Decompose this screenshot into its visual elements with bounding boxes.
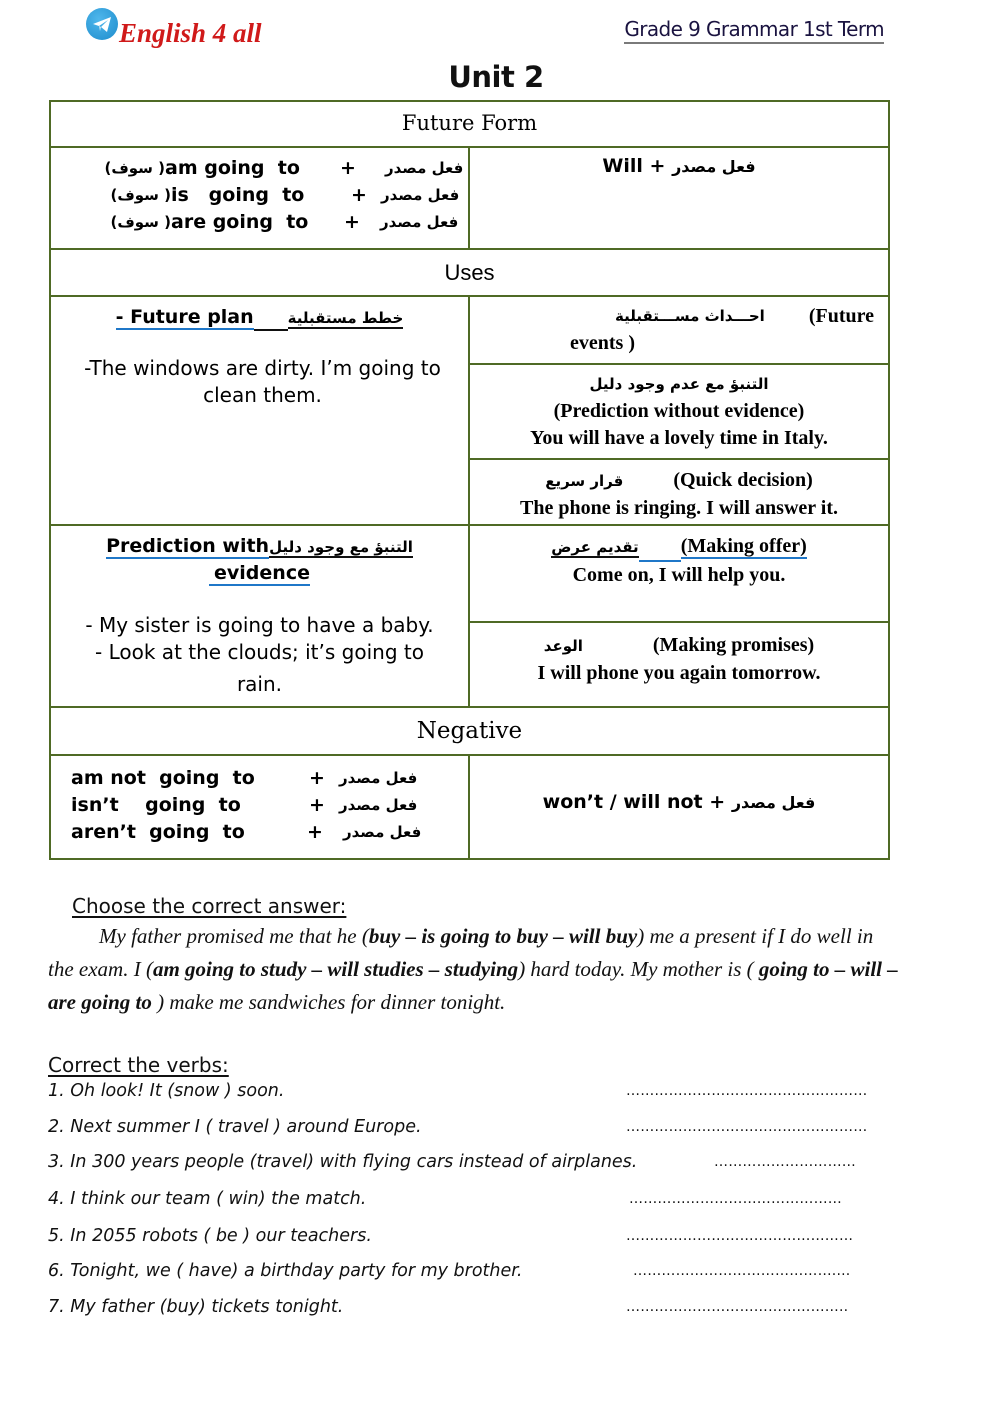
future-events-ar: احـــداث مســـتقبلية [615,307,765,325]
making-offer-ar: تقديم عرض [551,538,639,556]
question-7: 7. My father (buy) tickets tonight. [48,1297,344,1317]
will-text: Will [602,155,643,177]
choose-title: Choose the correct answer: [72,894,347,918]
uses-row-1 [51,295,888,524]
pwe-example-2: - Look at the clouds; it’s going to [95,640,424,664]
verb-base: فعل مصدر [339,768,418,787]
form-text: am not going to [71,766,255,789]
pwe-heading-2 [51,560,468,587]
question-1: 1. Oh look! It (snow ) soon. [48,1081,285,1101]
uses-right-stack-2 [470,526,888,706]
form-line-are [79,208,468,235]
question-5: 5. In 2055 robots ( be ) our teachers. [48,1226,372,1246]
plus-sign: + [340,156,356,179]
future-form-row [51,146,888,248]
pwe-example-3: rain. [236,672,283,696]
plus-sign: + [709,791,726,813]
option-group-1[interactable]: buy – is going to buy – will buy [368,924,638,948]
future-events-cell [470,297,888,363]
brand [86,8,262,48]
telegram-icon [86,8,118,40]
form-text: am going to [165,156,300,179]
pwe-label-b: evidence [209,562,310,586]
future-plan-example: -The windows are dirty. I’m going to clean them. [84,356,441,407]
text-segment: My father promised me that he ( [99,924,369,948]
quick-decision-ar: قرار سريع [545,472,624,490]
negative-will-cell [470,756,888,858]
answer-blank-7[interactable]: ……………………………………….. [626,1299,849,1315]
future-events-line-1 [470,303,874,329]
negative-row [51,754,888,858]
form-line-is [79,181,468,208]
future-events-en: (Future [808,305,874,327]
wont-text: won’t / will not [542,791,703,813]
answer-blank-6[interactable]: …………………………………….... [633,1263,851,1279]
making-promises-example: I will phone you again tomorrow. [537,662,821,684]
text-segment: ) hard today. My mother is ( [518,957,759,981]
future-plan-ar: خطط مستقبلية [287,309,404,327]
uses-heading: Uses [444,260,495,285]
question-4: 4. I think our team ( win) the match. [48,1189,367,1209]
prediction-with-evidence-cell [51,526,470,706]
verb-base: فعل مصدر [381,185,460,204]
ar-meaning: ( سوف) [110,212,171,231]
brand-name: English 4 all [119,18,262,48]
pwoe-example: You will have a lovely time in Italy. [530,427,828,449]
option-group-3[interactable]: going to – will – are going to [48,957,898,1014]
neg-line-arent [71,818,468,845]
quick-decision-en: (Quick decision) [673,469,813,491]
form-text: aren’t going to [71,820,245,843]
choose-paragraph [48,920,898,1019]
verb-base: فعل مصدر [343,822,422,841]
form-line-am [79,154,468,181]
pwe-example-1: - My sister is going to have a baby. [85,613,434,637]
verb-base: فعل مصدر [385,158,464,177]
making-offer-cell [470,526,888,621]
uses-row-2 [51,524,888,706]
answer-blank-3[interactable]: ………………………… [714,1154,856,1170]
verb-base: فعل مصدر [339,795,418,814]
prediction-without-evidence-cell [470,363,888,458]
course-title: Grade 9 Grammar 1st Term [624,16,884,44]
grammar-table [49,100,890,860]
pwe-heading [51,533,468,560]
will-form-cell [470,148,888,248]
correct-verbs-title: Correct the verbs: [48,1053,229,1077]
unit-title: Unit 2 [448,60,544,94]
form-text: are going to [171,210,309,233]
negative-heading: Negative [416,718,523,744]
quick-decision-heading [470,466,888,495]
making-offer-en: (Making offer) [680,535,807,557]
underline-gap [254,305,288,331]
option-group-2[interactable]: am going to study – will studies – studying [152,957,519,981]
plus-sign: + [309,766,325,789]
form-text: isn’t going to [71,793,241,816]
verb-base: فعل مصدر [380,212,459,231]
neg-line-am [71,764,468,791]
making-promises-en: (Making promises) [652,634,815,656]
question-2: 2. Next summer I ( travel ) around Europe. [48,1117,422,1137]
answer-blank-4[interactable]: ……………………………………… [629,1191,842,1207]
underline-gap [639,532,681,562]
verb-base: فعل مصدر [731,793,816,812]
form-text: is going to [171,183,305,206]
uses-right-stack-1 [470,297,888,524]
question-3: 3. In 300 years people (travel) with flying cars instead of airplanes. [48,1152,638,1172]
making-offer-heading [470,532,888,562]
quick-decision-cell [470,458,888,524]
future-form-heading-row [51,102,888,146]
ar-meaning: ( سوف) [110,185,171,204]
future-plan-cell [51,297,470,524]
answer-blank-5[interactable]: ………………………………………… [626,1228,854,1244]
quick-decision-example: The phone is ringing. I will answer it. [519,497,839,519]
plus-sign: + [351,183,367,206]
verb-base: فعل مصدر [672,157,756,176]
uses-heading-row [51,248,888,295]
making-promises-heading [470,631,888,660]
neg-line-isnt [71,791,468,818]
answer-blank-2[interactable]: …………………………………………… [626,1119,868,1135]
ar-meaning: ( سوف) [104,158,165,177]
future-plan-label: - Future plan [115,306,254,328]
going-to-form-cell [51,148,470,248]
future-plan-heading [116,305,404,331]
making-promises-cell [470,621,888,706]
pwoe-ar: التنبؤ مع عدم وجود دليل [589,375,769,393]
plus-sign: + [344,210,360,233]
making-promises-ar: الوعد [543,637,583,655]
answer-blank-1[interactable]: …………………………………………… [626,1083,868,1099]
question-6: 6. Tonight, we ( have) a birthday party for my brother. [48,1261,523,1281]
making-offer-example: Come on, I will help you. [572,564,786,586]
future-form-heading: Future Form [401,111,538,135]
pwe-ar: التنبؤ مع وجود دليل [269,538,413,556]
plus-sign: + [309,793,325,816]
plus-sign: + [307,820,323,843]
negative-heading-row [51,706,888,754]
plus-sign: + [649,155,666,177]
pwe-label: Prediction with [106,535,270,557]
text-segment: ) make me sandwiches for dinner tonight. [151,990,506,1014]
pwoe-en: (Prediction without evidence) [553,400,805,422]
negative-going-to-cell [51,756,470,858]
future-events-en-close: events ) [570,332,635,354]
text-segment: ) me a present if I do well in the exam. I ( [48,924,874,981]
